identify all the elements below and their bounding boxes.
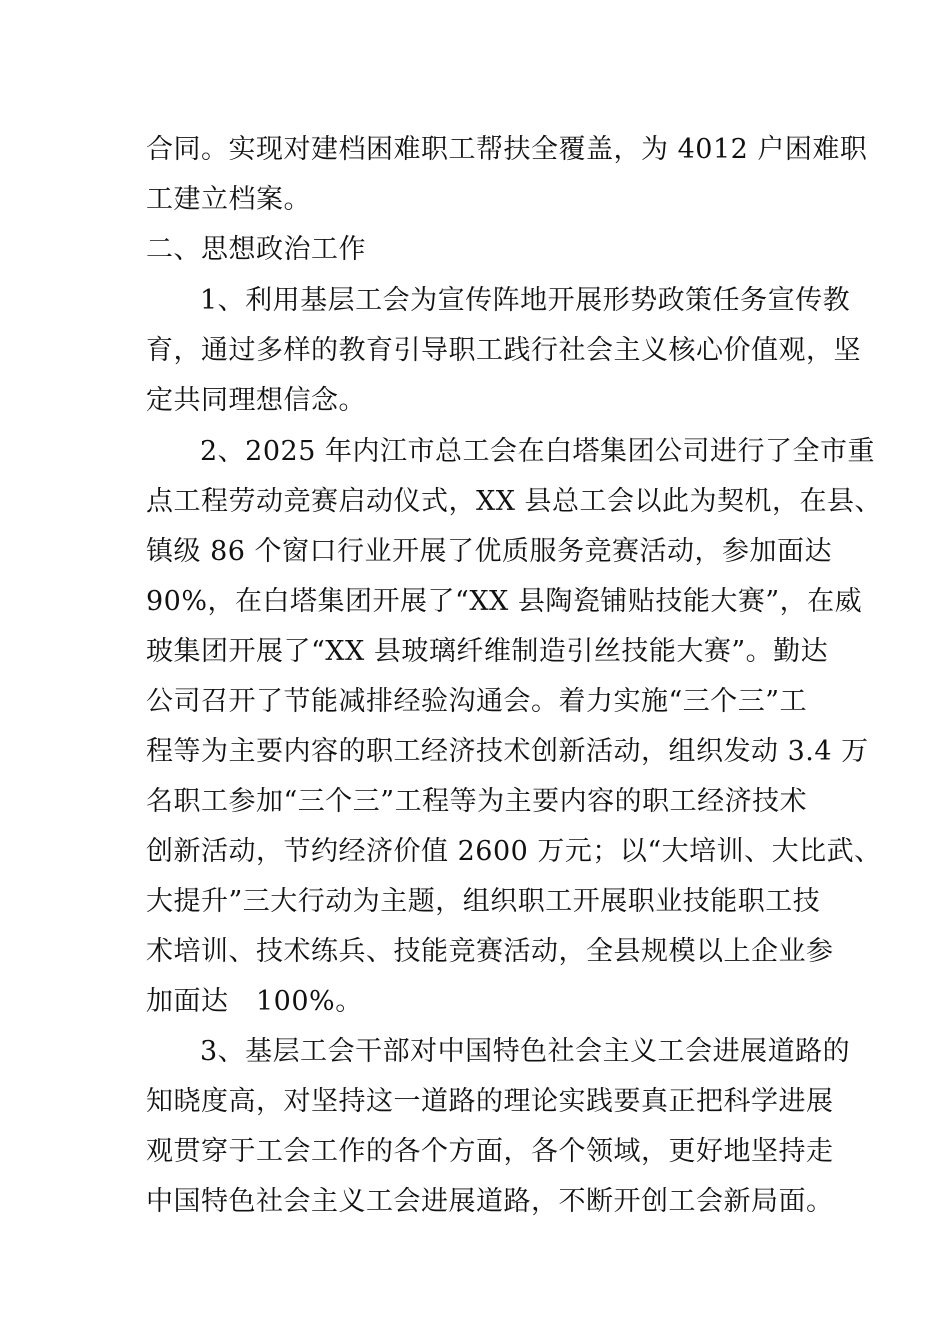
- paragraph-line: 知晓度高，对坚持这一道路的理论实践要真正把科学进展: [146, 1086, 834, 1117]
- paragraph-line: 育，通过多样的教育引导职工践行社会主义核心价值观，坚: [146, 335, 861, 366]
- paragraph-line: 镇级 86 个窗口行业开展了优质服务竞赛活动，参加面达: [146, 536, 833, 567]
- paragraph-line: 名职工参加“三个三”工程等为主要内容的职工经济技术: [146, 786, 808, 817]
- section-heading: 二、思想政治工作: [146, 234, 366, 265]
- paragraph-line: 术培训、技术练兵、技能竞赛活动，全县规模以上企业参: [146, 936, 834, 967]
- paragraph-line: 3、基层工会干部对中国特色社会主义工会进展道路的: [200, 1036, 851, 1067]
- paragraph-line: 定共同理想信念。: [146, 385, 366, 416]
- paragraph-line: 观贯穿于工会工作的各个方面，各个领域，更好地坚持走: [146, 1136, 834, 1167]
- paragraph-line: 工建立档案。: [146, 184, 311, 215]
- paragraph-line: 创新活动，节约经济价值 2600 万元；以“大培训、大比武、: [146, 836, 882, 867]
- paragraph-line: 玻集团开展了“XX 县玻璃纤维制造引丝技能大赛”。勤达: [146, 636, 829, 667]
- paragraph-line: 90%，在白塔集团开展了“XX 县陶瓷铺贴技能大赛”，在威: [146, 586, 863, 617]
- paragraph-line: 公司召开了节能减排经验沟通会。着力实施“三个三”工: [146, 686, 808, 717]
- paragraph-line: 加面达 100%。: [146, 986, 363, 1017]
- paragraph-line: 1、利用基层工会为宣传阵地开展形势政策任务宣传教: [200, 285, 851, 316]
- paragraph-line: 点工程劳动竞赛启动仪式，XX 县总工会以此为契机，在县、: [146, 486, 883, 517]
- paragraph-line: 中国特色社会主义工会进展道路，不断开创工会新局面。: [146, 1186, 834, 1217]
- paragraph-line: 大提升”三大行动为主题，组织职工开展职业技能职工技: [146, 886, 821, 917]
- paragraph-line: 合同。实现对建档困难职工帮扶全覆盖，为 4012 户困难职: [146, 134, 868, 165]
- paragraph-line: 程等为主要内容的职工经济技术创新活动，组织发动 3.4 万: [146, 736, 869, 767]
- paragraph-line: 2、2025 年内江市总工会在白塔集团公司进行了全市重: [200, 436, 875, 467]
